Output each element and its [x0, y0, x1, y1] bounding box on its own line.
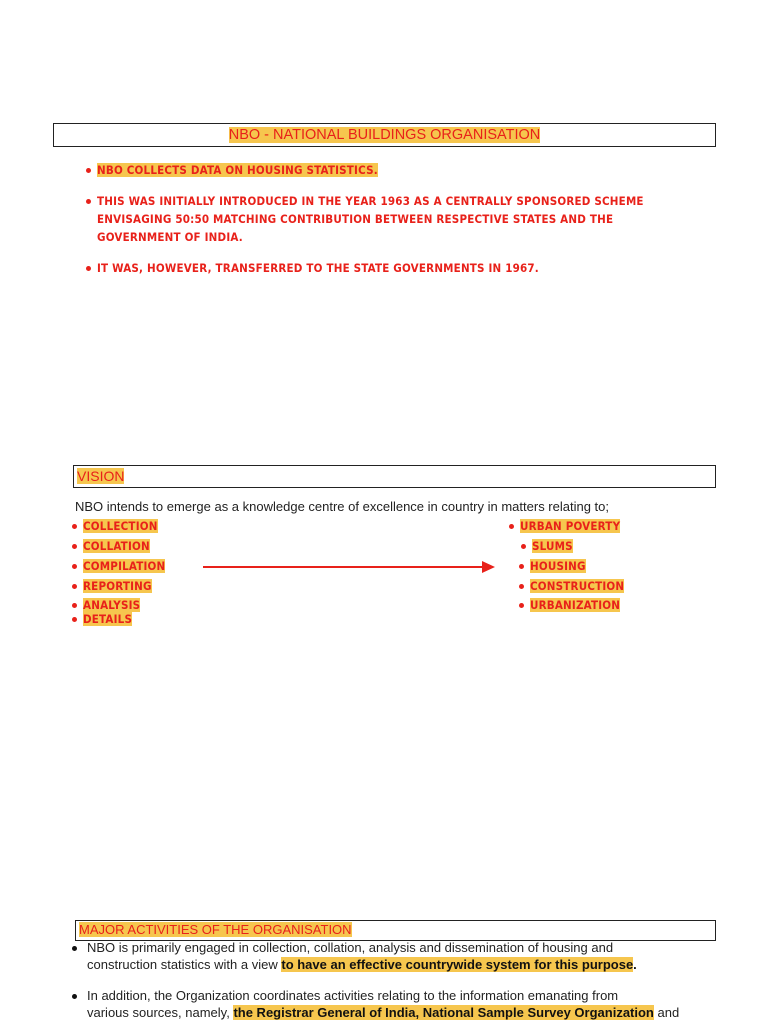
- bullet-dot-icon: [72, 544, 77, 549]
- right-list-item: URBANIZATION: [519, 596, 620, 614]
- right-list-item: HOUSING: [519, 557, 586, 575]
- vision-intro: NBO intends to emerge as a knowledge centre of excellence in country in matters relating to;: [75, 499, 610, 514]
- left-list-item: COLLATION: [72, 537, 150, 555]
- bullet-dot-icon: [72, 584, 77, 589]
- right-list-item: CONSTRUCTION: [519, 577, 624, 595]
- left-list-item: COLLECTION: [72, 517, 158, 535]
- activities-paragraph-1: NBO is primarily engaged in collection, collation, analysis and dissemination of housing and construction statistics with a view to have an effective countrywide system for this purpose.: [72, 939, 712, 973]
- bullet-item: NBO COLLECTS DATA ON HOUSING STATISTICS.: [86, 161, 378, 179]
- bullet-item: IT WAS, HOWEVER, TRANSFERRED TO THE STATE GOVERNMENTS IN 1967.: [86, 259, 539, 277]
- bullet-continuation: ENVISAGING 50:50 MATCHING CONTRIBUTION BETWEEN RESPECTIVE STATES AND THE: [97, 212, 614, 226]
- bullet-dot-icon: [72, 994, 77, 999]
- bullet-item: THIS WAS INITIALLY INTRODUCED IN THE YEAR 1963 AS A CENTRALLY SPONSORED SCHEME: [86, 192, 644, 210]
- left-list-item: COMPILATION: [72, 557, 165, 575]
- bullet-dot-icon: [519, 584, 524, 589]
- bullet-dot-icon: [509, 524, 514, 529]
- right-list-item: URBAN POVERTY: [509, 517, 620, 535]
- bullet-dot-icon: [519, 603, 524, 608]
- right-list-item: SLUMS: [521, 537, 573, 555]
- section-title: NBO - NATIONAL BUILDINGS ORGANISATION: [228, 127, 541, 143]
- bullet-dot-icon: [519, 564, 524, 569]
- vision-title: VISION: [77, 468, 125, 484]
- bullet-dot-icon: [521, 544, 526, 549]
- bullet-dot-icon: [72, 603, 77, 608]
- arrow-line: [203, 566, 483, 568]
- left-list-item: DETAILS: [72, 610, 132, 628]
- left-list-item: ANALYSIS: [72, 596, 140, 614]
- activities-title: MAJOR ACTIVITIES OF THE ORGANISATION: [79, 922, 352, 937]
- bullet-continuation: GOVERNMENT OF INDIA.: [97, 230, 243, 244]
- activities-paragraph-2: In addition, the Organization coordinates activities relating to the information emanating from various sources, namely, the Registrar General of India, National Sample Survey Organization and: [72, 987, 712, 1021]
- bullet-dot-icon: [72, 524, 77, 529]
- bullet-dot-icon: [72, 617, 77, 622]
- activities-title-box: [75, 920, 716, 941]
- vision-title-box: [73, 465, 716, 488]
- bullet-dot-icon: [86, 199, 91, 204]
- bullet-dot-icon: [86, 266, 91, 271]
- arrow-right-icon: [482, 561, 495, 573]
- bullet-dot-icon: [86, 168, 91, 173]
- bullet-dot-icon: [72, 564, 77, 569]
- left-list-item: REPORTING: [72, 577, 152, 595]
- section-title-box: [53, 123, 716, 147]
- bullet-dot-icon: [72, 946, 77, 951]
